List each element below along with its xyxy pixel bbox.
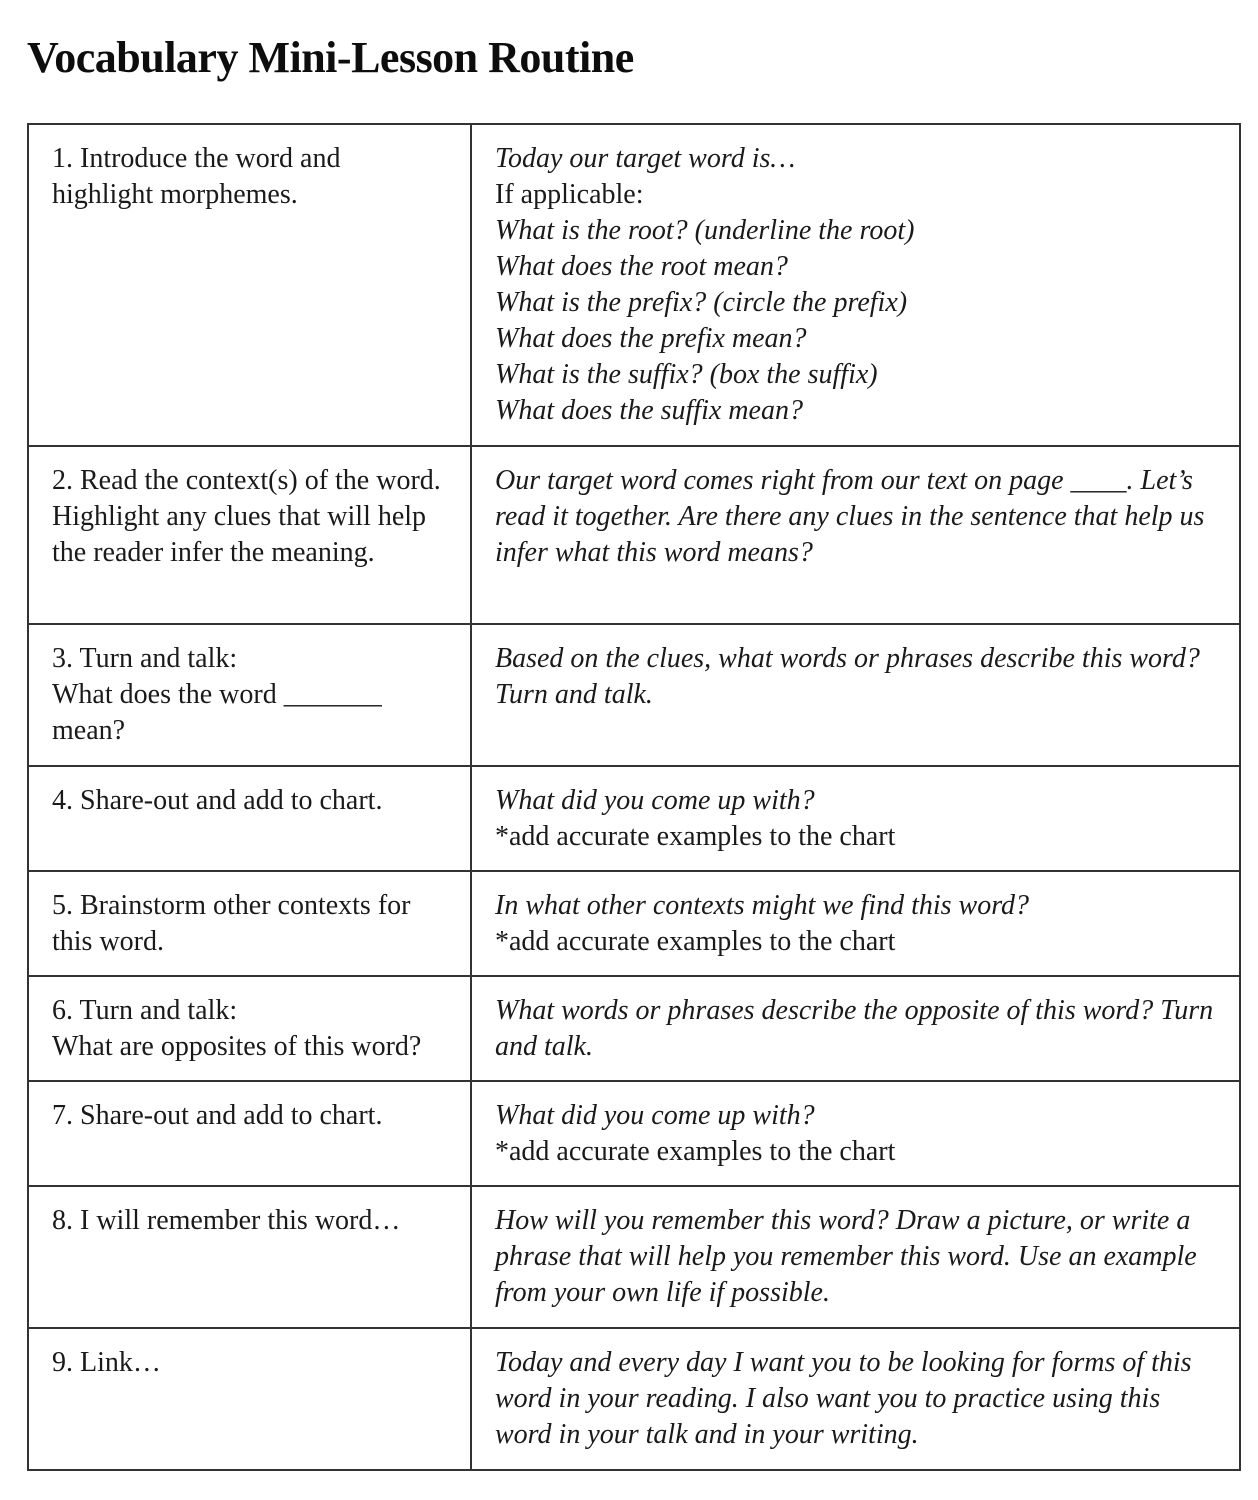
step-text: 2. Read the context(s) of the word. Highlight any clues that will help the reader infer the meaning. — [52, 465, 441, 568]
table-row — [28, 124, 1240, 446]
script-line: How will you remember this word? Draw a picture, or write a phrase that will help you remember this word. Use an example from your own life if possible. — [495, 1205, 1197, 1308]
step-text: What are opposites of this word? — [52, 1031, 422, 1062]
script-line: What is the root? (underline the root) — [495, 215, 915, 246]
table-row — [28, 624, 1240, 766]
script-cell — [471, 1081, 1240, 1186]
script-cell — [471, 446, 1240, 624]
table-row — [28, 446, 1240, 624]
script-line: *add accurate examples to the chart — [495, 926, 896, 957]
step-text: 9. Link… — [52, 1347, 161, 1378]
step-text: 1. Introduce the word and highlight morphemes. — [52, 143, 341, 210]
script-cell — [471, 624, 1240, 766]
script-line: What did you come up with? — [495, 785, 815, 816]
script-cell — [471, 1186, 1240, 1328]
step-cell — [28, 624, 471, 766]
step-text: 5. Brainstorm other contexts for this word. — [52, 890, 411, 957]
step-cell — [28, 871, 471, 976]
table-row — [28, 976, 1240, 1081]
table-row — [28, 1081, 1240, 1186]
step-text: 4. Share-out and add to chart. — [52, 785, 383, 816]
script-line: What does the prefix mean? — [495, 323, 807, 354]
script-line: What does the suffix mean? — [495, 395, 803, 426]
table-row — [28, 871, 1240, 976]
script-cell — [471, 766, 1240, 871]
step-text: 3. Turn and talk: — [52, 643, 238, 674]
script-line: *add accurate examples to the chart — [495, 1136, 896, 1167]
step-cell — [28, 1328, 471, 1470]
script-line: Today our target word is… — [495, 143, 796, 174]
script-line: What did you come up with? — [495, 1100, 815, 1131]
table-row — [28, 1186, 1240, 1328]
step-text: 7. Share-out and add to chart. — [52, 1100, 383, 1131]
script-line: In what other contexts might we find this word? — [495, 890, 1030, 921]
step-cell — [28, 1186, 471, 1328]
script-line: *add accurate examples to the chart — [495, 821, 896, 852]
script-cell — [471, 1328, 1240, 1470]
table-row — [28, 1328, 1240, 1470]
routine-table — [27, 123, 1241, 1471]
step-cell — [28, 1081, 471, 1186]
script-line: What is the suffix? (box the suffix) — [495, 359, 878, 390]
script-line: Turn and talk. — [495, 679, 653, 710]
step-cell — [28, 446, 471, 624]
step-text: 6. Turn and talk: — [52, 995, 238, 1026]
script-line: Our target word comes right from our text on page ____. Let’s read it together. Are there any clues in the sentence that help us infer what this word means? — [495, 465, 1205, 568]
script-line: What is the prefix? (circle the prefix) — [495, 287, 908, 318]
table-row — [28, 766, 1240, 871]
script-cell — [471, 976, 1240, 1081]
script-line: Based on the clues, what words or phrases describe this word? — [495, 643, 1200, 674]
script-line: If applicable: — [495, 179, 644, 210]
script-line: Today and every day I want you to be looking for forms of this word in your reading. I also want you to practice using this word in your talk and in your writing. — [495, 1347, 1192, 1450]
step-text: 8. I will remember this word… — [52, 1205, 401, 1236]
page-title: Vocabulary Mini-Lesson Routine — [27, 33, 634, 82]
script-cell — [471, 124, 1240, 446]
script-line: What words or phrases describe the opposite of this word? Turn and talk. — [495, 995, 1214, 1062]
step-cell — [28, 976, 471, 1081]
script-line: What does the root mean? — [495, 251, 788, 282]
step-cell — [28, 766, 471, 871]
script-cell — [471, 871, 1240, 976]
step-text: What does the word _______ mean? — [52, 679, 382, 746]
step-cell — [28, 124, 471, 446]
